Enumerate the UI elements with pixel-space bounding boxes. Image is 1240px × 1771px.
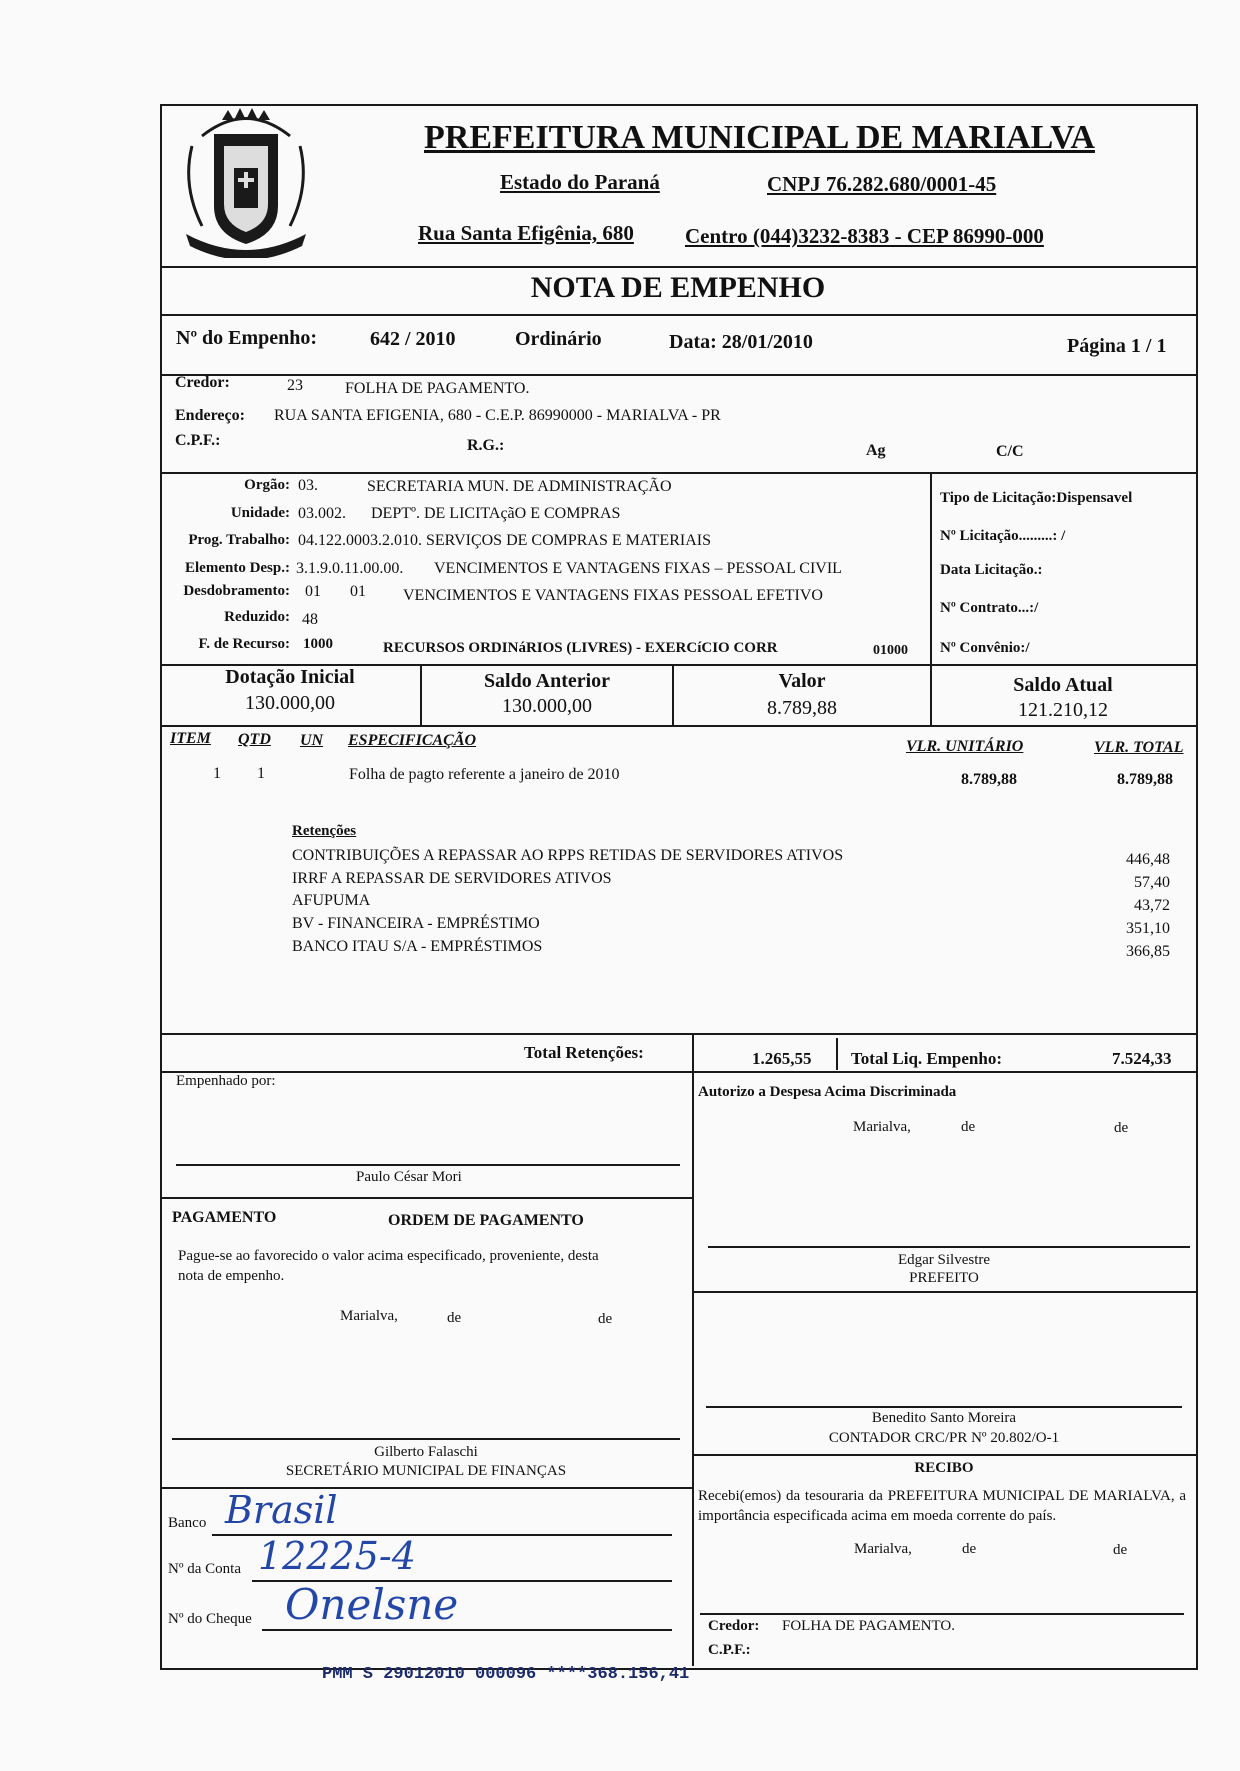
- footer-credor-name: FOLHA DE PAGAMENTO.: [782, 1618, 955, 1634]
- credor-address: RUA SANTA EFIGENIA, 680 - C.E.P. 86990000 - MARIALVA - PR: [274, 407, 721, 424]
- retencao-value: 351,10: [1126, 920, 1170, 937]
- conta-label: Nº da Conta: [168, 1561, 241, 1577]
- footer-credor-label: Credor:: [708, 1618, 760, 1634]
- rg-label: R.G.:: [467, 437, 505, 454]
- licitacao-data: Data Licitação.:: [940, 562, 1043, 578]
- credor-label: Credor:: [175, 374, 230, 391]
- credor-name: FOLHA DE PAGAMENTO.: [345, 380, 530, 397]
- banco-label: Banco: [168, 1515, 207, 1531]
- contact-address: Centro (044)3232-8383 - CEP 86990-000: [685, 224, 1044, 248]
- state-name: Estado do Paraná: [500, 170, 660, 194]
- conta-handwritten: 12225-4: [258, 1534, 416, 1578]
- total-retencoes-value: 1.265,55: [752, 1049, 812, 1068]
- recibo-de-1: de: [962, 1541, 977, 1557]
- saldo-atual-value: 121.210,12: [1018, 699, 1108, 721]
- desdob-code2: 01: [350, 583, 366, 600]
- col-unit: VLR. UNITÁRIO: [906, 738, 1024, 755]
- pague-se-text: Pague-se ao favorecido o valor acima especificado, proveniente, desta: [178, 1248, 599, 1264]
- licitacao-tipo: Tipo de Licitação:Dispensavel: [940, 490, 1133, 506]
- valor-label: Valor: [778, 670, 826, 692]
- orgao-label: Orgão:: [244, 477, 290, 493]
- secretario-cargo: SECRETÁRIO MUNICIPAL DE FINANÇAS: [285, 1463, 567, 1479]
- ordem-pagamento-label: ORDEM DE PAGAMENTO: [388, 1212, 584, 1229]
- document-title: NOTA DE EMPENHO: [530, 271, 826, 304]
- cnpj: CNPJ 76.282.680/0001-45: [767, 172, 997, 196]
- prefeito-nome: Edgar Silvestre: [897, 1252, 991, 1268]
- elemento-label: Elemento Desp.:: [185, 560, 290, 576]
- footer-cpf-label: C.P.F.:: [708, 1642, 751, 1658]
- retencao-desc: AFUPUMA: [292, 892, 371, 909]
- recurso-label: F. de Recurso:: [198, 636, 290, 652]
- item-spec: Folha de pagto referente a janeiro de 2010: [349, 766, 620, 783]
- retencoes-title: Retenções: [292, 823, 357, 839]
- prog-value: 04.122.0003.2.010. SERVIÇOS DE COMPRAS E MATERIAIS: [298, 532, 711, 549]
- page-number: Página 1 / 1: [1067, 335, 1167, 357]
- retencao-value: 446,48: [1126, 851, 1170, 868]
- pagamento-place: Marialva,: [340, 1308, 398, 1324]
- total-retencoes-label: Total Retenções:: [524, 1043, 644, 1062]
- item-total-value: 8.789,88: [1117, 771, 1173, 788]
- col-total: VLR. TOTAL: [1094, 739, 1184, 756]
- total-liquido-value: 7.524,33: [1112, 1049, 1172, 1068]
- contador-cargo: CONTADOR CRC/PR Nº 20.802/O-1: [828, 1430, 1060, 1446]
- unidade-label: Unidade:: [230, 505, 290, 521]
- recurso-code: 1000: [303, 636, 333, 652]
- desdob-code1: 01: [305, 583, 321, 600]
- recibo-place: Marialva,: [854, 1541, 912, 1557]
- total-liquido-label: Total Liq. Empenho:: [851, 1049, 1002, 1068]
- item-number: 1: [213, 765, 221, 782]
- coat-of-arms-logo: [172, 106, 320, 258]
- machine-stamp: PMM S 29012010 000096 ****368.156,41: [322, 1665, 690, 1684]
- desdob-name: VENCIMENTOS E VANTAGENS FIXAS PESSOAL EFETIVO: [403, 587, 823, 604]
- licitacao-contrato: Nº Contrato...:/: [940, 600, 1039, 616]
- contador-nome: Benedito Santo Moreira: [871, 1410, 1017, 1426]
- desdob-label: Desdobramento:: [183, 583, 290, 599]
- autorizo-text: Autorizo a Despesa Acima Discriminada: [698, 1084, 957, 1100]
- street-address: Rua Santa Efigênia, 680: [418, 221, 634, 245]
- col-item: ITEM: [170, 730, 211, 747]
- autorizo-de-1: de: [961, 1119, 976, 1135]
- empenho-number: 642 / 2010: [370, 328, 456, 350]
- orgao-code: 03.: [298, 477, 318, 494]
- autorizo-de-2: de: [1114, 1120, 1129, 1136]
- dotacao-value: 130.000,00: [245, 692, 335, 714]
- pagamento-de-2: de: [598, 1311, 613, 1327]
- valor-value: 8.789,88: [767, 697, 837, 719]
- empenhado-por-label: Empenhado por:: [176, 1073, 276, 1089]
- prog-label: Prog. Trabalho:: [188, 532, 290, 548]
- unidade-code: 03.002.: [298, 505, 346, 522]
- retencao-desc: BV - FINANCEIRA - EMPRÉSTIMO: [292, 915, 540, 932]
- empenhado-nome: Paulo César Mori: [356, 1169, 462, 1185]
- credor-code: 23: [287, 377, 303, 394]
- reduzido-label: Reduzido:: [224, 609, 290, 625]
- recibo-text: Recebi(emos) da tesouraria da PREFEITURA MUNICIPAL DE MARIALVA, a importância especificada acima em moeda corrente do país.: [698, 1488, 1186, 1524]
- empenho-label: Nº do Empenho:: [176, 327, 318, 349]
- elemento-name: VENCIMENTOS E VANTAGENS FIXAS – PESSOAL CIVIL: [434, 560, 842, 577]
- col-qtd: QTD: [238, 731, 271, 748]
- cheque-label: Nº do Cheque: [168, 1611, 252, 1627]
- col-un: UN: [300, 732, 324, 749]
- banco-handwritten: Brasil: [225, 1488, 338, 1532]
- orgao-name: SECRETARIA MUN. DE ADMINISTRAÇÃO: [367, 478, 672, 495]
- saldo-anterior-value: 130.000,00: [502, 695, 592, 717]
- retencao-desc: BANCO ITAU S/A - EMPRÉSTIMOS: [292, 938, 543, 955]
- retencao-desc: IRRF A REPASSAR DE SERVIDORES ATIVOS: [292, 870, 612, 887]
- item-unit-value: 8.789,88: [961, 771, 1017, 788]
- pague-se-text-2: nota de empenho.: [178, 1268, 285, 1284]
- municipality-title: PREFEITURA MUNICIPAL DE MARIALVA: [424, 119, 1095, 156]
- pagamento-de-1: de: [447, 1310, 462, 1326]
- saldo-anterior-label: Saldo Anterior: [483, 670, 611, 692]
- cheque-handwritten: Onelsne: [285, 1580, 459, 1629]
- pagamento-label: PAGAMENTO: [172, 1209, 277, 1226]
- recurso-code2: 01000: [873, 643, 908, 658]
- item-qtd: 1: [257, 765, 265, 782]
- autorizo-place: Marialva,: [853, 1119, 911, 1135]
- licitacao-convenio: Nº Convênio:/: [940, 640, 1030, 656]
- address-label: Endereço:: [175, 407, 245, 424]
- recibo-de-2: de: [1113, 1542, 1128, 1558]
- empenho-type: Ordinário: [515, 328, 602, 350]
- cc-label: C/C: [996, 443, 1024, 460]
- cpf-label: C.P.F.:: [175, 432, 221, 449]
- retencao-value: 43,72: [1134, 897, 1170, 914]
- retencao-desc: CONTRIBUIÇÕES A REPASSAR AO RPPS RETIDAS DE SERVIDORES ATIVOS: [292, 847, 844, 864]
- recibo-title: RECIBO: [914, 1460, 974, 1476]
- unidade-name: DEPTº. DE LICITAçãO E COMPRAS: [371, 505, 621, 522]
- dotacao-label: Dotação Inicial: [225, 666, 355, 688]
- recurso-name: RECURSOS ORDINáRIOS (LIVRES) - EXERCíCIO CORR: [383, 640, 778, 656]
- secretario-nome: Gilberto Falaschi: [374, 1444, 478, 1460]
- reduzido-value: 48: [302, 611, 318, 628]
- elemento-code: 3.1.9.0.11.00.00.: [296, 560, 404, 577]
- retencao-value: 366,85: [1126, 943, 1170, 960]
- empenho-date: Data: 28/01/2010: [669, 331, 813, 353]
- prefeito-cargo: PREFEITO: [909, 1270, 979, 1286]
- retencao-value: 57,40: [1134, 874, 1170, 891]
- ag-label: Ag: [866, 442, 886, 459]
- licitacao-numero: Nº Licitação.........: /: [940, 528, 1066, 544]
- col-spec: ESPECIFICAÇÃO: [348, 732, 477, 749]
- saldo-atual-label: Saldo Atual: [1013, 674, 1113, 696]
